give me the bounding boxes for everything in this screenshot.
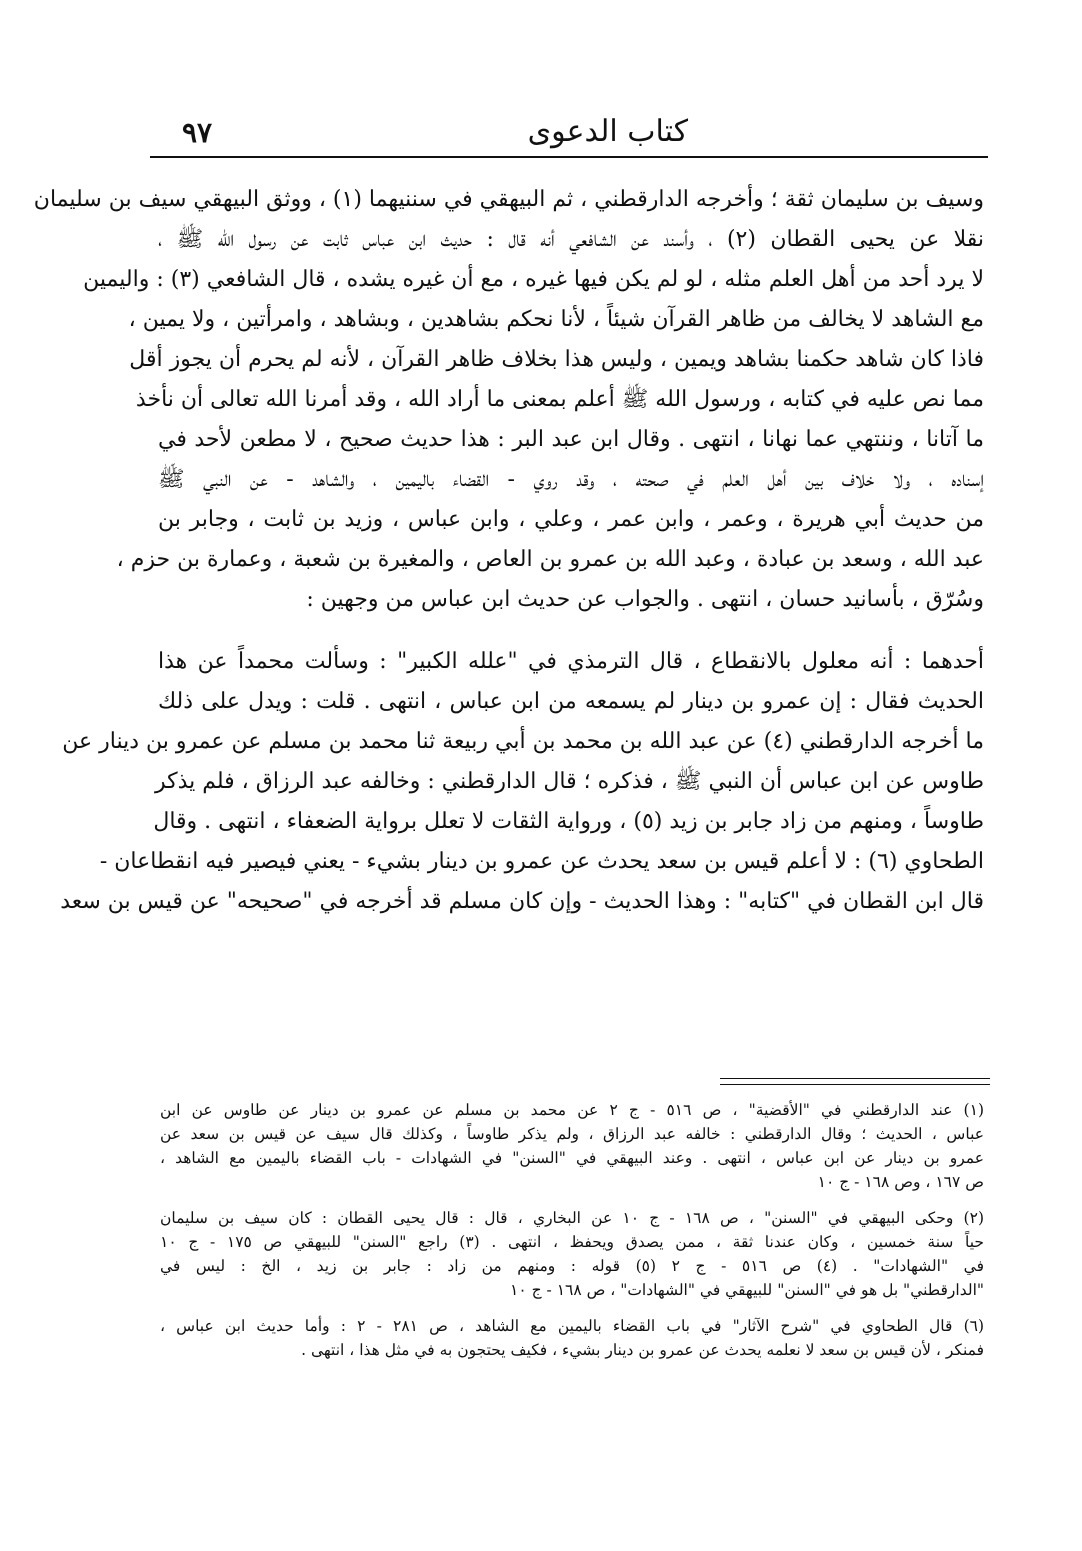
text-line: عبد الله ، وسعد بن عبادة ، وعبد الله بن عمرو بن العاص ، والمغيرة بن شعبة ، وعمارة بن حزم ، bbox=[116, 547, 984, 572]
text-line: مما نص عليه في كتابه ، ورسول الله ﷺ أعلم بمعنى ما أراد الله ، وقد أمرنا الله تعالى أن نأخذ bbox=[135, 387, 984, 412]
footnote-line: (٦) قال الطحاوي في "شرح الآثار" في باب القضاء باليمين مع الشاهد ، ص ٢٨١ - ٢ : وأما حديث ابن عباس ، bbox=[160, 1317, 985, 1335]
text-line: من حديث أبي هريرة ، وعمر ، وابن عمر ، وعلي ، وابن عباس ، وزيد بن ثابت ، وجابر بن bbox=[158, 507, 984, 532]
text-line: مع الشاهد لا يخالف من ظاهر القرآن شيئاً ، لأنا نحكم بشاهدين ، وبشاهد ، وامرأتين ، ولا يمين ، bbox=[128, 307, 984, 332]
text-line: ما آتانا ، وننتهي عما نهانا ، انتهى . وقال ابن عبد البر : هذا حديث صحيح ، لا مطعن لأحد في bbox=[158, 427, 984, 452]
footnote-rule bbox=[720, 1084, 990, 1085]
text-line: ما أخرجه الدارقطني (٤) عن عبد الله بن محمد بن أبي ربيعة ثنا محمد بن مسلم عن عمرو بن دينار عن bbox=[62, 729, 984, 754]
text-line: طاوس عن ابن عباس أن النبي ﷺ ، فذكره ؛ قال الدارقطني : وخالفه عبد الرزاق ، فلم يذكر bbox=[154, 769, 984, 794]
footnote-line: في "الشهادات" . (٤) ص ٥١٦ - ج ٢ (٥) قوله : ومنهم من زاد : جابر بن زيد ، الخ : ليس في bbox=[160, 1257, 984, 1275]
text-line: نقلا عن يحيى القطان (٢) ، وأسند عن الشافعي أنه قال : حديث ابن عباس ثابت عن رسول الله ﷺ ، bbox=[158, 227, 984, 252]
text-line: وسُرّق ، بأسانيد حسان ، انتهى . والجواب عن حديث ابن عباس من وجهين : bbox=[306, 587, 984, 612]
footnote-gap bbox=[160, 1194, 984, 1206]
text-line: وسيف بن سليمان ثقة ؛ وأخرجه الدارقطني ، ثم البيهقي في سننيهما (١) ، ووثق البيهقي سيف بن سليمان bbox=[33, 187, 984, 212]
chapter-title: كتاب الدعوى bbox=[527, 114, 688, 149]
footnote-rule bbox=[720, 1078, 990, 1079]
footnote-line: "الدارقطني" بل هو في "السنن" للبيهقي في "الشهادات" ، ص ١٦٨ - ج ١٠ bbox=[510, 1281, 984, 1299]
footnote-line: عمرو بن دينار عن ابن عباس ، انتهى . وعند البيهقي في "السنن" في الشهادات - باب القضاء باليمين مع الشاهد ، bbox=[160, 1149, 984, 1167]
running-header bbox=[150, 112, 988, 156]
page-number: ٩٧ bbox=[182, 116, 213, 149]
footnote-line: (١) عند الدارقطني في "الأقضية" ، ص ٥١٦ - ج ٢ عن محمد بن مسلم عن عمرو بن دينار عن طاوس عن ابن bbox=[160, 1101, 984, 1119]
text-line: إسناده ، ولا خلاف بين أهل العلم في صحته ، وقد روي - القضاء باليمين ، والشاهد - عن النبي ﷺ bbox=[158, 467, 984, 492]
text-line: فاذا كان شاهد حكمنا بشاهد ويمين ، وليس هذا بخلاف ظاهر القرآن ، لأنه لم يحرم أن يجوز أقل bbox=[129, 347, 984, 372]
text-line: طاوساً ، ومنهم من زاد جابر بن زيد (٥) ، ورواية الثقات لا تعلل برواية الضعفاء ، انتهى . وقال bbox=[153, 809, 984, 834]
footnote-line: (٢) وحكى البيهقي في "السنن" ، ص ١٦٨ - ج ١٠ عن البخاري ، قال : قال يحيى القطان : كان سيف بن سليمان bbox=[160, 1209, 984, 1227]
main-text bbox=[33, 180, 984, 922]
footnotes bbox=[160, 1098, 984, 1362]
text-line: أحدهما : أنه معلول بالانقطاع ، قال الترمذي في "علله الكبير" : وسألت محمداً عن هذا bbox=[158, 649, 984, 674]
text-line: الحديث فقال : إن عمرو بن دينار لم يسمعه من ابن عباس ، انتهى . قلت : ويدل على ذلك bbox=[158, 689, 984, 714]
footnote-line: ص ١٦٧ ، وص ١٦٨ - ج ١٠ bbox=[817, 1173, 984, 1191]
footnote-line: عباس ، الحديث ؛ وقال الدارقطني : خالفه عبد الرزاق ، ولم يذكر طاوساً ، وكذلك قال سيف عن قيس بن سعد عن bbox=[160, 1125, 984, 1143]
paragraph-gap bbox=[158, 620, 984, 642]
text-line: الطحاوي (٦) : لا أعلم قيس بن سعد يحدث عن عمرو بن دينار بشيء - يعني فيصير فيه انقطاعان - bbox=[99, 849, 984, 874]
header-rule bbox=[150, 156, 988, 158]
footnote-line: حياً سنة خمسين ، وكان عندنا ثقة ، ممن يصدق ويحفظ ، انتهى . (٣) راجع "السنن" للبيهقي ص ١٧٥ - ج ١٠ bbox=[160, 1233, 985, 1251]
text-line: لا يرد أحد من أهل العلم مثله ، لو لم يكن فيها غيره ، مع أن غيره يشده ، قال الشافعي (٣) : واليمين bbox=[83, 267, 984, 292]
text-line: قال ابن القطان في "كتابه" : وهذا الحديث - وإن كان مسلم قد أخرجه في "صحيحه" عن قيس بن سعد bbox=[60, 889, 984, 914]
footnote-line: فمنكر ، لأن قيس بن سعد لا نعلمه يحدث عن عمرو بن دينار بشيء ، فكيف يحتجون به في مثل هذا ، انتهى . bbox=[301, 1341, 984, 1359]
footnote-gap bbox=[160, 1302, 984, 1314]
